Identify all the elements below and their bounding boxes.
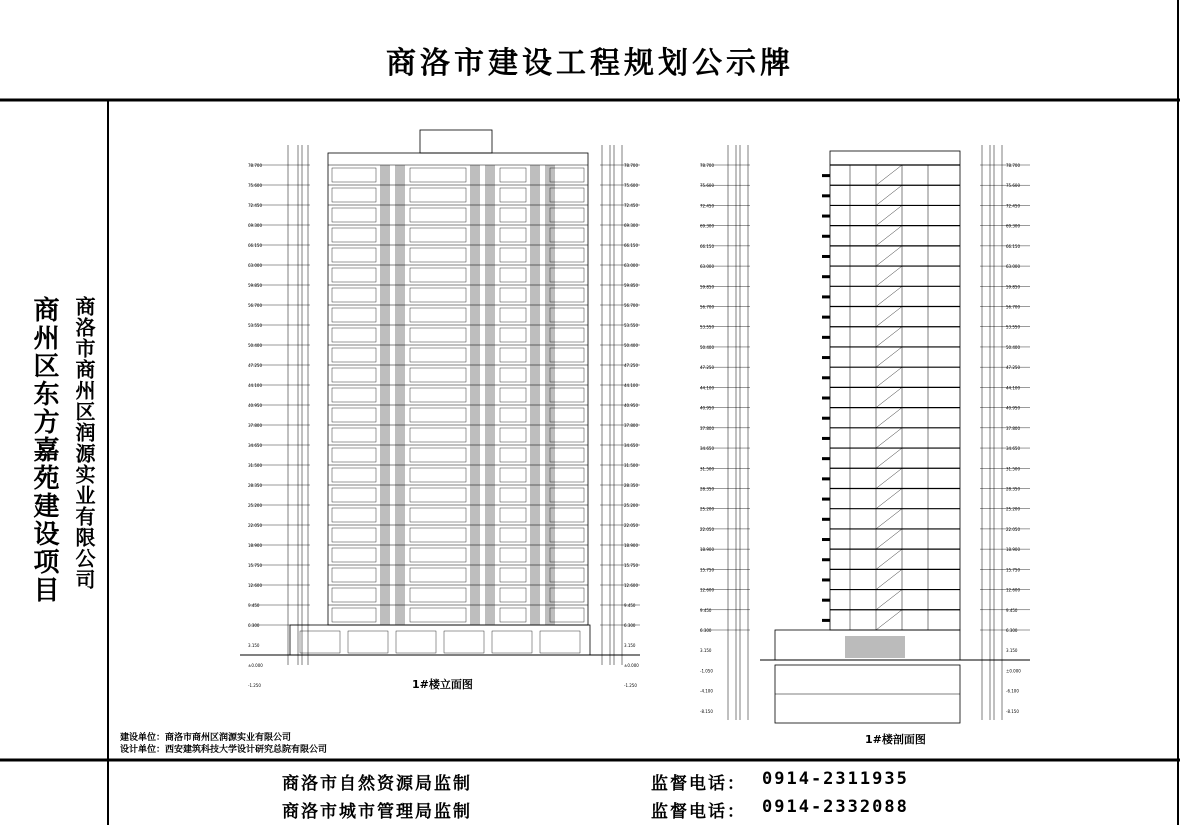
section-level-label: 34.650 bbox=[1006, 446, 1020, 452]
elevation-level-label: 59.850 bbox=[624, 283, 638, 288]
roof-structure bbox=[420, 130, 492, 153]
elevation-caption: 1#楼立面图 bbox=[412, 678, 473, 691]
balcony bbox=[822, 356, 830, 359]
window bbox=[500, 308, 526, 322]
section-level-label: 72.450 bbox=[1006, 203, 1020, 209]
window bbox=[332, 568, 376, 582]
section-level-label: 47.250 bbox=[1006, 365, 1020, 371]
window bbox=[550, 488, 584, 502]
balcony bbox=[822, 619, 830, 622]
section-level-label: 9.450 bbox=[700, 607, 712, 613]
shop-front bbox=[348, 631, 388, 653]
elevation-level-label: 59.850 bbox=[248, 283, 262, 288]
elevation-level-label: 12.600 bbox=[248, 583, 262, 588]
stair-run bbox=[876, 307, 902, 327]
elevation-level-label: 12.600 bbox=[624, 583, 638, 588]
window bbox=[500, 348, 526, 362]
elevation-level-label: 53.550 bbox=[624, 323, 638, 328]
window bbox=[410, 348, 466, 362]
elevation-level-label: 15.750 bbox=[248, 563, 262, 568]
elevation-level-label: 47.250 bbox=[248, 363, 262, 368]
section-level-label: 53.550 bbox=[1006, 324, 1020, 330]
stair-run bbox=[876, 468, 902, 488]
window bbox=[410, 268, 466, 282]
window bbox=[332, 508, 376, 522]
elevation-level-label: 9.450 bbox=[624, 603, 636, 608]
section-level-label: 6.300 bbox=[1006, 628, 1018, 633]
elevation-level-label: 34.650 bbox=[624, 443, 638, 448]
balcony bbox=[822, 255, 830, 258]
stair-run bbox=[876, 408, 902, 428]
balcony bbox=[822, 336, 830, 339]
window bbox=[500, 268, 526, 282]
window bbox=[550, 608, 584, 622]
stair-run bbox=[876, 185, 902, 205]
window bbox=[500, 248, 526, 262]
window bbox=[550, 568, 584, 582]
window bbox=[410, 528, 466, 542]
window bbox=[410, 308, 466, 322]
elevation-level-label: 18.900 bbox=[624, 543, 638, 548]
elevation-level-label: 47.250 bbox=[624, 363, 638, 368]
window bbox=[550, 588, 584, 602]
phone-label-1: 监督电话： bbox=[651, 774, 746, 794]
stair-run bbox=[876, 226, 902, 246]
balcony bbox=[822, 174, 830, 177]
shop-front bbox=[300, 631, 340, 653]
window bbox=[332, 448, 376, 462]
balcony bbox=[822, 457, 830, 460]
window bbox=[332, 428, 376, 442]
window bbox=[500, 468, 526, 482]
section-level-label: -4.100 bbox=[700, 688, 713, 694]
section-level-label: 37.800 bbox=[1006, 425, 1020, 431]
window bbox=[550, 168, 584, 182]
elevation-level-label: 15.750 bbox=[624, 563, 638, 568]
section-drawing bbox=[690, 125, 1035, 725]
window bbox=[500, 508, 526, 522]
elevation-level-label: 44.100 bbox=[624, 383, 638, 388]
balcony bbox=[822, 275, 830, 278]
section-level-label: 56.700 bbox=[1006, 304, 1020, 310]
section-level-label: 18.900 bbox=[1006, 547, 1020, 553]
stair-run bbox=[876, 387, 902, 407]
section-level-label: 6.300 bbox=[700, 628, 712, 633]
section-level-label: 9.450 bbox=[1006, 607, 1018, 613]
window bbox=[500, 548, 526, 562]
window bbox=[410, 428, 466, 442]
section-level-label: 12.600 bbox=[700, 587, 714, 593]
balcony bbox=[822, 498, 830, 501]
section-level-label: 3.150 bbox=[700, 648, 712, 654]
section-level-label: 53.550 bbox=[700, 324, 714, 330]
window bbox=[500, 588, 526, 602]
podium bbox=[290, 625, 590, 655]
window bbox=[550, 288, 584, 302]
section-level-label: 22.050 bbox=[700, 526, 714, 532]
section-level-label: 28.350 bbox=[1006, 486, 1020, 492]
shop-front bbox=[444, 631, 484, 653]
section-level-label: 59.850 bbox=[1006, 284, 1020, 290]
balcony bbox=[822, 295, 830, 298]
window bbox=[332, 468, 376, 482]
elevation-level-label: 75.600 bbox=[624, 183, 638, 188]
section-level-label: 59.850 bbox=[700, 284, 714, 290]
window bbox=[410, 448, 466, 462]
balcony bbox=[822, 477, 830, 480]
section-level-label: 63.000 bbox=[700, 264, 714, 270]
balcony bbox=[822, 538, 830, 541]
elevation-level-label: 72.450 bbox=[624, 203, 638, 208]
window bbox=[410, 568, 466, 582]
section-outline bbox=[830, 151, 960, 630]
elevation-level-label: 28.350 bbox=[624, 483, 638, 488]
stair-run bbox=[876, 488, 902, 508]
elevation-level-label: 78.700 bbox=[248, 163, 262, 168]
elevation-level-label: 3.150 bbox=[624, 643, 636, 648]
window bbox=[410, 548, 466, 562]
phone-number-1: 0914-2311935 bbox=[762, 769, 909, 789]
stair-run bbox=[876, 509, 902, 529]
elevation-level-label: 34.650 bbox=[248, 443, 262, 448]
section-caption: 1#楼剖面图 bbox=[865, 733, 926, 746]
stair-run bbox=[876, 246, 902, 266]
window bbox=[410, 488, 466, 502]
facade-column bbox=[380, 165, 390, 625]
section-level-label: 44.100 bbox=[1006, 385, 1020, 391]
section-level-label: 37.800 bbox=[700, 425, 714, 431]
podium-hatch bbox=[845, 636, 905, 658]
window bbox=[332, 488, 376, 502]
window bbox=[500, 388, 526, 402]
stair-run bbox=[876, 266, 902, 286]
stair-run bbox=[876, 549, 902, 569]
elevation-level-label: 69.300 bbox=[624, 223, 638, 228]
section-level-label: 66.150 bbox=[700, 243, 714, 249]
section-level-label: 78.700 bbox=[1006, 163, 1020, 168]
elevation-level-label: -1.250 bbox=[624, 683, 637, 688]
elevation-level-label: 50.400 bbox=[624, 343, 638, 348]
window bbox=[410, 408, 466, 422]
window bbox=[550, 248, 584, 262]
window bbox=[500, 328, 526, 342]
section-level-label: 75.600 bbox=[700, 183, 714, 189]
facade-column bbox=[485, 165, 495, 625]
window bbox=[500, 608, 526, 622]
window bbox=[332, 288, 376, 302]
section-level-label: 22.050 bbox=[1006, 526, 1020, 532]
stair-run bbox=[876, 428, 902, 448]
section-level-label: 31.500 bbox=[1006, 466, 1020, 472]
stair-run bbox=[876, 448, 902, 468]
window bbox=[500, 528, 526, 542]
section-level-label: 15.750 bbox=[1006, 567, 1020, 573]
section-level-label: 75.600 bbox=[1006, 183, 1020, 189]
window bbox=[500, 488, 526, 502]
project-name: 商州区东方嘉苑建设项目 bbox=[29, 296, 59, 604]
balcony bbox=[822, 558, 830, 561]
balcony bbox=[822, 599, 830, 602]
window bbox=[410, 508, 466, 522]
balcony bbox=[822, 194, 830, 197]
window bbox=[500, 288, 526, 302]
window bbox=[332, 368, 376, 382]
section-level-label: 47.250 bbox=[700, 365, 714, 371]
section-level-label: 15.750 bbox=[700, 567, 714, 573]
section-level-label: -1.050 bbox=[700, 668, 713, 674]
window bbox=[500, 168, 526, 182]
window bbox=[550, 308, 584, 322]
window bbox=[550, 228, 584, 242]
window bbox=[410, 208, 466, 222]
stair-run bbox=[876, 569, 902, 589]
elevation-level-label: 28.350 bbox=[248, 483, 262, 488]
window bbox=[410, 588, 466, 602]
section-level-label: 40.950 bbox=[1006, 405, 1020, 411]
window bbox=[410, 288, 466, 302]
section-level-label: 3.150 bbox=[1006, 648, 1018, 654]
balcony bbox=[822, 518, 830, 521]
section-level-label: 69.300 bbox=[1006, 223, 1020, 229]
shop-front bbox=[540, 631, 580, 653]
stair-run bbox=[876, 529, 902, 549]
window bbox=[332, 248, 376, 262]
section-level-label: 25.200 bbox=[1006, 506, 1020, 512]
facade-column bbox=[395, 165, 405, 625]
elevation-level-label: 31.500 bbox=[624, 463, 638, 468]
section-level-label: 40.950 bbox=[700, 405, 714, 411]
phone-label-2: 监督电话： bbox=[651, 802, 746, 822]
elevation-level-label: 78.700 bbox=[624, 163, 638, 168]
balcony bbox=[822, 316, 830, 319]
section-level-label: -6.100 bbox=[1006, 688, 1019, 694]
shop-front bbox=[396, 631, 436, 653]
window bbox=[410, 368, 466, 382]
facade-column bbox=[530, 165, 540, 625]
elevation-level-label: 56.700 bbox=[248, 303, 262, 308]
elevation-level-label: 72.450 bbox=[248, 203, 262, 208]
window bbox=[550, 388, 584, 402]
window bbox=[500, 368, 526, 382]
window bbox=[332, 208, 376, 222]
section-level-label: 28.350 bbox=[700, 486, 714, 492]
window bbox=[332, 228, 376, 242]
elevation-level-label: -1.250 bbox=[248, 683, 261, 688]
section-level-label: 25.200 bbox=[700, 506, 714, 512]
section-level-label: ±0.000 bbox=[1006, 668, 1021, 674]
elevation-level-label: 25.200 bbox=[248, 503, 262, 508]
window bbox=[332, 388, 376, 402]
elevation-level-label: 66.150 bbox=[624, 243, 638, 248]
balcony bbox=[822, 417, 830, 420]
window bbox=[410, 388, 466, 402]
stair-run bbox=[876, 590, 902, 610]
window bbox=[332, 588, 376, 602]
elevation-level-label: 6.300 bbox=[624, 623, 636, 628]
balcony bbox=[822, 215, 830, 218]
elevation-level-label: 63.000 bbox=[248, 263, 262, 268]
window bbox=[410, 168, 466, 182]
window bbox=[550, 368, 584, 382]
elevation-level-label: 37.800 bbox=[248, 423, 262, 428]
window bbox=[550, 268, 584, 282]
window bbox=[332, 548, 376, 562]
board-title: 商洛市建设工程规划公示牌 bbox=[386, 46, 794, 81]
window bbox=[550, 468, 584, 482]
supervisor-bureau-1: 商洛市自然资源局监制 bbox=[282, 774, 472, 794]
window bbox=[410, 608, 466, 622]
window bbox=[332, 308, 376, 322]
elevation-level-label: 63.000 bbox=[624, 263, 638, 268]
elevation-level-label: 56.700 bbox=[624, 303, 638, 308]
window bbox=[410, 468, 466, 482]
section-level-label: 31.500 bbox=[700, 466, 714, 472]
elevation-level-label: 9.450 bbox=[248, 603, 260, 608]
facade-column bbox=[470, 165, 480, 625]
stair-run bbox=[876, 286, 902, 306]
supervisor-bureau-2: 商洛市城市管理局监制 bbox=[282, 802, 472, 822]
elevation-level-label: 40.950 bbox=[624, 403, 638, 408]
window bbox=[550, 508, 584, 522]
section-level-label: 34.650 bbox=[700, 446, 714, 452]
balcony bbox=[822, 235, 830, 238]
elevation-level-label: 31.500 bbox=[248, 463, 262, 468]
window bbox=[500, 408, 526, 422]
section-level-label: 69.300 bbox=[700, 223, 714, 229]
window bbox=[500, 448, 526, 462]
window bbox=[500, 188, 526, 202]
window bbox=[550, 428, 584, 442]
elevation-level-label: 18.900 bbox=[248, 543, 262, 548]
section-level-label: -8.150 bbox=[1006, 708, 1019, 714]
elevation-level-label: 22.050 bbox=[624, 523, 638, 528]
stair-run bbox=[876, 205, 902, 225]
elevation-level-label: 40.950 bbox=[248, 403, 262, 408]
balcony bbox=[822, 397, 830, 400]
window bbox=[410, 248, 466, 262]
window bbox=[332, 528, 376, 542]
elevation-level-label: 6.300 bbox=[248, 623, 260, 628]
window bbox=[332, 348, 376, 362]
section-level-label: 63.000 bbox=[1006, 264, 1020, 270]
window bbox=[332, 608, 376, 622]
section-level-label: 44.100 bbox=[700, 385, 714, 391]
section-level-label: 78.700 bbox=[700, 163, 714, 168]
window bbox=[500, 428, 526, 442]
window bbox=[410, 228, 466, 242]
window bbox=[500, 228, 526, 242]
window bbox=[332, 328, 376, 342]
section-level-label: 50.400 bbox=[1006, 344, 1020, 350]
window bbox=[500, 208, 526, 222]
window bbox=[550, 208, 584, 222]
elevation-level-label: 25.200 bbox=[624, 503, 638, 508]
construction-unit: 建设单位：商洛市商州区润源实业有限公司 bbox=[120, 733, 292, 743]
elevation-level-label: 75.600 bbox=[248, 183, 262, 188]
window bbox=[550, 528, 584, 542]
balcony bbox=[822, 578, 830, 581]
stair-run bbox=[876, 165, 902, 185]
company-name: 商洛市商州区润源实业有限公司 bbox=[72, 296, 96, 590]
window bbox=[410, 328, 466, 342]
balcony bbox=[822, 437, 830, 440]
elevation-level-label: 3.150 bbox=[248, 643, 260, 648]
balcony bbox=[822, 376, 830, 379]
window bbox=[332, 168, 376, 182]
shop-front bbox=[492, 631, 532, 653]
elevation-level-label: 22.050 bbox=[248, 523, 262, 528]
section-level-label: 72.450 bbox=[700, 203, 714, 209]
section-level-label: 56.700 bbox=[700, 304, 714, 310]
window bbox=[332, 268, 376, 282]
section-level-label: 12.600 bbox=[1006, 587, 1020, 593]
section-level-label: 18.900 bbox=[700, 547, 714, 553]
elevation-level-label: ±0.000 bbox=[248, 663, 263, 668]
window bbox=[550, 348, 584, 362]
elevation-level-label: 53.550 bbox=[248, 323, 262, 328]
elevation-level-label: 37.800 bbox=[624, 423, 638, 428]
window bbox=[500, 568, 526, 582]
window bbox=[550, 448, 584, 462]
window bbox=[550, 548, 584, 562]
elevation-level-label: 69.300 bbox=[248, 223, 262, 228]
elevation-level-label: 50.400 bbox=[248, 343, 262, 348]
stair-run bbox=[876, 367, 902, 387]
elevation-level-label: 44.100 bbox=[248, 383, 262, 388]
window bbox=[332, 188, 376, 202]
phone-number-2: 0914-2332088 bbox=[762, 797, 909, 817]
elevation-level-label: 66.150 bbox=[248, 243, 262, 248]
design-unit: 设计单位：西安建筑科技大学设计研究总院有限公司 bbox=[120, 745, 328, 755]
window bbox=[332, 408, 376, 422]
window bbox=[550, 408, 584, 422]
stair-run bbox=[876, 327, 902, 347]
window bbox=[410, 188, 466, 202]
window bbox=[550, 328, 584, 342]
elevation-level-label: ±0.000 bbox=[624, 663, 639, 668]
stair-run bbox=[876, 347, 902, 367]
window bbox=[550, 188, 584, 202]
section-level-label: 66.150 bbox=[1006, 243, 1020, 249]
stair-run bbox=[876, 610, 902, 630]
section-level-label: 50.400 bbox=[700, 344, 714, 350]
section-level-label: -8.150 bbox=[700, 708, 713, 714]
